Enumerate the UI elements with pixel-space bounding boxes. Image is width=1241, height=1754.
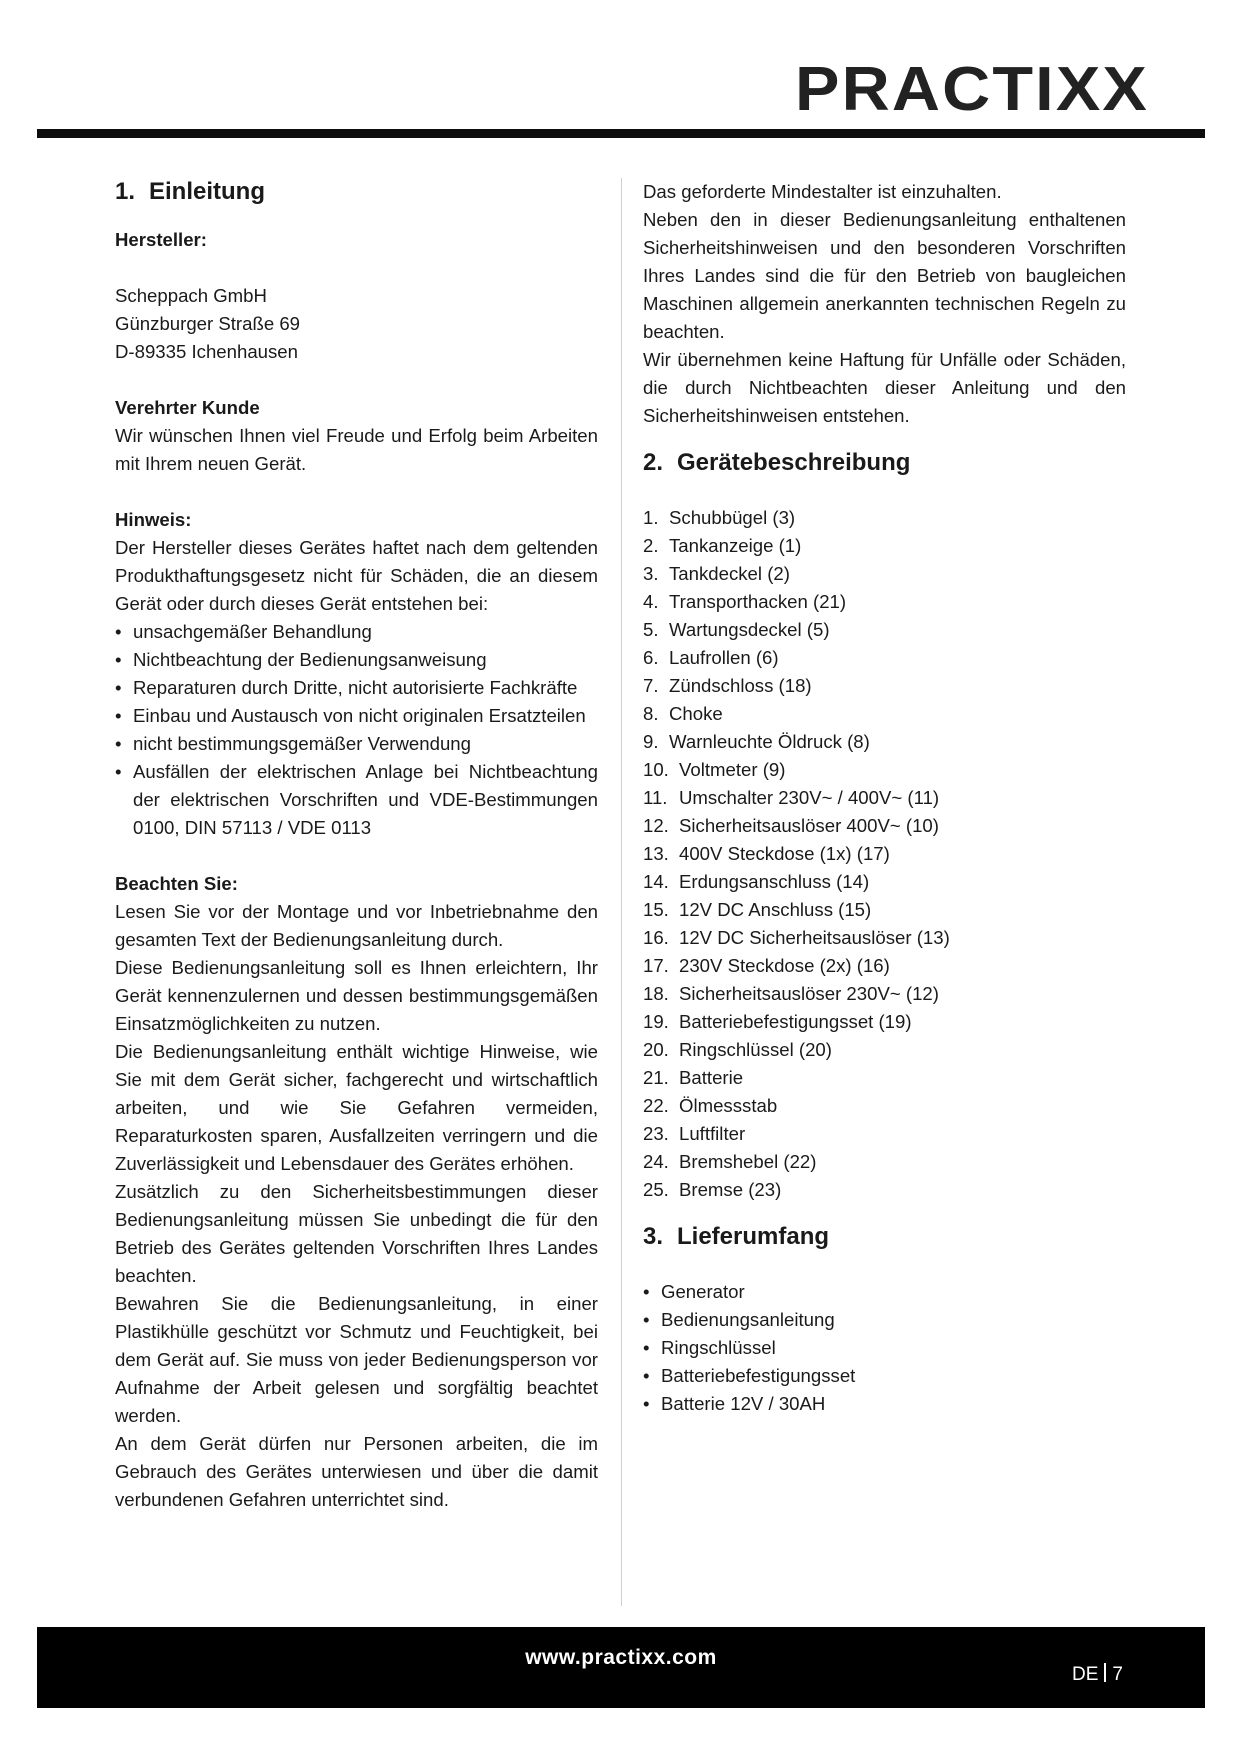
liability-list: [115, 618, 598, 842]
note-text: Der Hersteller dieses Gerätes haftet nach dem geltenden Produkthaftungsgesetz nicht für Schäden, die an diesem Gerät oder durch dieses Gerät entstehen bei:: [115, 537, 598, 614]
svg-text:PRACTIXX: PRACTIXX: [795, 55, 1149, 124]
left-column: [115, 178, 598, 1514]
customer-label: Verehrter Kunde: [115, 397, 260, 418]
list-item: • Batteriebefestigungsset: [643, 1362, 1126, 1390]
list-item: 11. Umschalter 230V~ / 400V~ (11): [643, 787, 940, 808]
list-item: • Generator: [643, 1278, 1126, 1306]
list-item: 12. Sicherheitsauslöser 400V~ (10): [643, 815, 939, 836]
list-item: 22. Ölmessstab: [643, 1095, 778, 1116]
right-column: [643, 178, 1126, 1418]
header-rule: [37, 129, 1205, 138]
page-footer: [37, 1627, 1205, 1708]
list-item: 16. 12V DC Sicherheitsauslöser (13): [643, 927, 950, 948]
intro-paragraph: Das geforderte Mindestalter ist einzuhalten.: [643, 181, 1002, 202]
list-item: • Reparaturen durch Dritte, nicht autorisierte Fachkräfte: [115, 674, 598, 702]
observe-paragraph: An dem Gerät dürfen nur Personen arbeiten, die im Gebrauch des Gerätes unterwiesen und über die damit verbundenen Gefahren unterrichtet sind.: [115, 1433, 598, 1510]
list-item: 13. 400V Steckdose (1x) (17): [643, 843, 890, 864]
intro-paragraph: Wir übernehmen keine Haftung für Unfälle oder Schäden, die durch Nichtbeachten dieser Anleitung und den Sicherheitshinweisen entstehen.: [643, 349, 1126, 426]
list-item: • Bedienungsanleitung: [643, 1306, 1126, 1334]
observe-paragraph: Bewahren Sie die Bedienungsanleitung, in einer Plastikhülle geschützt vor Schmutz und Feuchtigkeit, bei dem Gerät auf. Sie muss von jeder Bedienungsperson vor Aufnahme der Arbeit gelesen und sorgfältig beachtet werden.: [115, 1293, 598, 1426]
footer-url-link[interactable]: www.practixx.com: [525, 1646, 717, 1669]
divider-bar: [1104, 1663, 1106, 1682]
list-item: 8. Choke: [643, 703, 723, 724]
list-item: 6. Laufrollen (6): [643, 647, 779, 668]
list-item: • nicht bestimmungsgemäßer Verwendung: [115, 730, 598, 758]
observe-paragraph: Zusätzlich zu den Sicherheitsbestimmungen dieser Bedienungsanleitung müssen Sie unbedingt die für den Betrieb des Gerätes geltenden Vorschriften Ihres Landes beachten.: [115, 1181, 598, 1286]
list-item: • Ausfällen der elektrischen Anlage bei Nichtbeachtung der elektrischen Vorschriften und VDE-Bestimmungen 0100, DIN 57113 / VDE 0113: [115, 758, 598, 842]
brand-logo: [793, 52, 1153, 124]
section-heading-lieferumfang: 3. Lieferumfang: [643, 1223, 830, 1250]
list-item: 7. Zündschloss (18): [643, 675, 812, 696]
list-item: 20. Ringschlüssel (20): [643, 1039, 832, 1060]
parts-list: [643, 504, 1126, 1204]
list-item: 9. Warnleuchte Öldruck (8): [643, 731, 870, 752]
list-item: • Nichtbeachtung der Bedienungsanweisung: [115, 646, 598, 674]
section-heading-einleitung: 1. Einleitung: [115, 178, 265, 205]
section-heading-geraetebeschreibung: 2. Gerätebeschreibung: [643, 449, 911, 476]
note-label: Hinweis:: [115, 509, 192, 530]
address-line: Günzburger Straße 69: [115, 313, 301, 334]
list-item: 2. Tankanzeige (1): [643, 535, 802, 556]
observe-label: Beachten Sie:: [115, 873, 238, 894]
list-item: 4. Transporthacken (21): [643, 591, 847, 612]
list-item: 14. Erdungsanschluss (14): [643, 871, 870, 892]
list-item: • Einbau und Austausch von nicht originalen Ersatzteilen: [115, 702, 598, 730]
page-number: DE 7: [1072, 1664, 1123, 1685]
customer-text: Wir wünschen Ihnen viel Freude und Erfolg beim Arbeiten mit Ihrem neuen Gerät.: [115, 425, 598, 474]
scope-list: [643, 1278, 1126, 1418]
address-line: Scheppach GmbH: [115, 285, 267, 306]
list-item: • unsachgemäßer Behandlung: [115, 618, 598, 646]
list-item: 10. Voltmeter (9): [643, 759, 786, 780]
list-item: 19. Batteriebefestigungsset (19): [643, 1011, 912, 1032]
list-item: 21. Batterie: [643, 1067, 744, 1088]
observe-paragraph: Diese Bedienungsanleitung soll es Ihnen erleichtern, Ihr Gerät kennenzulernen und dessen bestimmungsgemäßen Einsatzmöglichkeiten zu nutzen.: [115, 957, 598, 1034]
list-item: 5. Wartungsdeckel (5): [643, 619, 830, 640]
list-item: 23. Luftfilter: [643, 1123, 746, 1144]
list-item: 17. 230V Steckdose (2x) (16): [643, 955, 890, 976]
address-line: D-89335 Ichenhausen: [115, 341, 298, 362]
intro-paragraph: Neben den in dieser Bedienungsanleitung enthaltenen Sicherheitshinweisen und den besonderen Vorschriften Ihres Landes sind die für den Betrieb von baugleichen Maschinen allgemein anerkannten technischen Regeln zu beachten.: [643, 209, 1126, 342]
observe-paragraph: Die Bedienungsanleitung enthält wichtige Hinweise, wie Sie mit dem Gerät sicher, fachgerecht und wirtschaftlich arbeiten, und wie Sie Gefahren vermeiden, Reparaturkosten sparen, Ausfallzeiten verringern und die Zuverlässigkeit und Lebensdauer des Gerätes erhöhen.: [115, 1041, 598, 1174]
list-item: 25. Bremse (23): [643, 1179, 782, 1200]
list-item: 15. 12V DC Anschluss (15): [643, 899, 872, 920]
list-item: 3. Tankdeckel (2): [643, 563, 790, 584]
list-item: • Batterie 12V / 30AH: [643, 1390, 1126, 1418]
observe-paragraph: Lesen Sie vor der Montage und vor Inbetriebnahme den gesamten Text der Bedienungsanleitung durch.: [115, 901, 598, 950]
list-item: • Ringschlüssel: [643, 1334, 1126, 1362]
list-item: 24. Bremshebel (22): [643, 1151, 817, 1172]
list-item: 18. Sicherheitsauslöser 230V~ (12): [643, 983, 939, 1004]
column-divider: [621, 178, 622, 1606]
manufacturer-label: Hersteller:: [115, 229, 207, 250]
list-item: 1. Schubbügel (3): [643, 507, 796, 528]
